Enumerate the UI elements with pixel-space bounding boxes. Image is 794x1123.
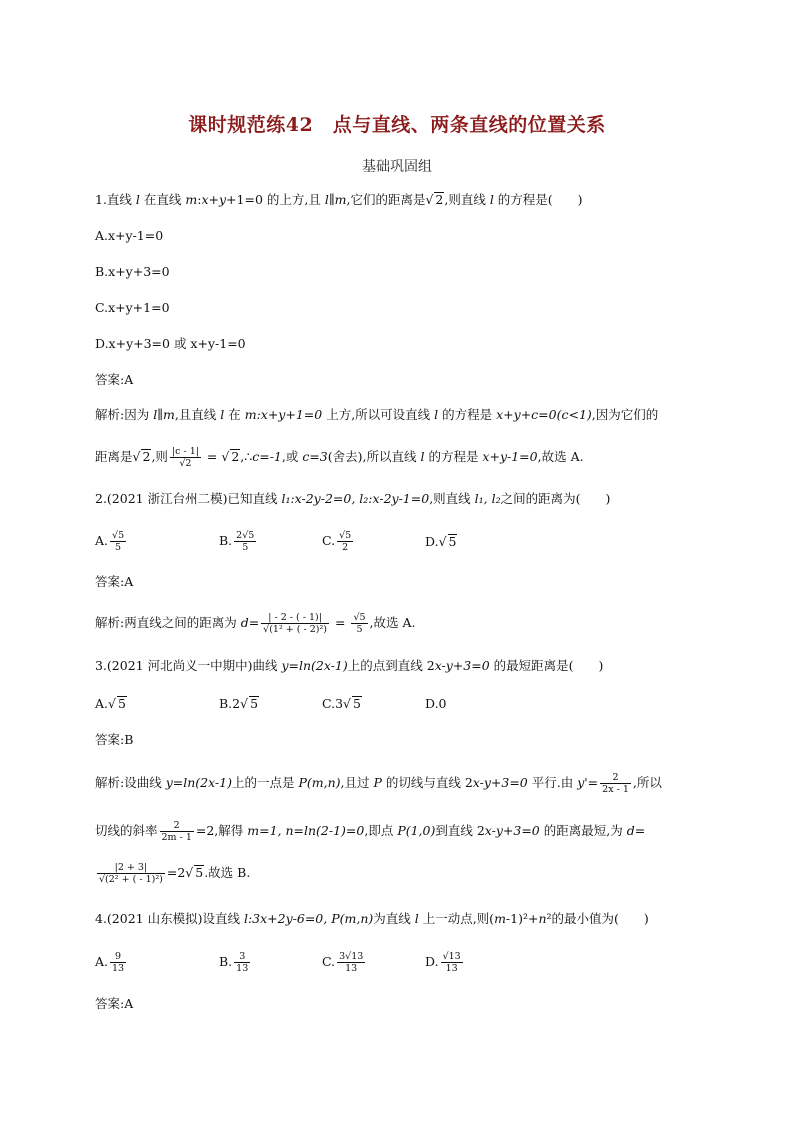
option-label: C. <box>322 533 336 548</box>
q2-stem-math: l₁:x-2y-2=0, l₂:x-2y-1=0 <box>281 491 430 506</box>
q1-stem-text: +1=0 的上方,且 <box>226 192 325 207</box>
q1-explanation-line2: 距离是√ 2,则 $\frac{|c - 1|}{√2}$ = √ 2,∴c=-1,或 c=3(舍去),所以直线 l 的方程是 x+y-1=0,故选 A. <box>95 446 584 469</box>
q3-explanation-line2 <box>95 820 645 843</box>
q1-stem-text: : <box>197 192 202 207</box>
q1-exp-math: l <box>420 449 425 464</box>
q1-stem-var: l <box>489 192 494 207</box>
q1-stem-var: x <box>201 192 209 207</box>
q1-exp-text: 上方,所以可设直线 <box>322 407 435 422</box>
q2-exp-fraction-result <box>351 612 367 635</box>
q2-exp-text: = <box>331 615 350 630</box>
fraction-denominator: 5 <box>356 624 363 635</box>
q3-exp-math: d= <box>626 823 646 838</box>
q2-explanation <box>95 612 416 635</box>
q3-exp-text: 平行.由 <box>527 775 578 790</box>
option-label: B. <box>219 533 233 548</box>
option-label: B. <box>219 954 233 969</box>
q3-stem-math: y=ln(2x-1) <box>281 658 348 673</box>
q3-exp-text: =2,解得 <box>195 823 248 838</box>
fraction-numerator: | - 2 - ( - 1)| <box>261 612 329 624</box>
fraction-denominator: √(1² + ( - 2)²) <box>263 624 328 635</box>
q4-option-a <box>95 951 128 974</box>
q1-stem-var: l <box>324 192 329 207</box>
q1-exp-text: = <box>202 449 222 464</box>
q1-exp-math: l <box>434 407 439 422</box>
q4-option-c <box>322 951 367 974</box>
q3-option-b: B.2√ 5 <box>219 696 259 711</box>
q3-exp-text: 上的一点是 <box>231 775 299 790</box>
q1-exp-text: ,故选 A. <box>537 449 584 464</box>
q3-stem-text: 3.(2021 河北尚义一中期中)曲线 <box>95 658 282 673</box>
q1-stem-text: ,它们的距离是 <box>346 192 426 207</box>
fraction-numerator: 2 <box>160 820 194 832</box>
fraction-denominator: 5 <box>242 542 249 553</box>
option-label: C. <box>322 954 336 969</box>
q2-option-a-fraction <box>110 530 126 553</box>
q3-exp-text: ,且过 <box>340 775 374 790</box>
q3-explanation-line3: $\frac{|2 + 3|}{\text{√(2² + ( - 1)²)}}$ =2√ 5.故选 B. <box>99 862 251 885</box>
q1-option-b: B.x+y+3=0 <box>95 264 170 279</box>
q3-exp-math: P <box>373 775 382 790</box>
q1-exp-fraction <box>170 446 201 469</box>
q1-option-c: C.x+y+1=0 <box>95 300 170 315</box>
q1-answer: 答案:A <box>95 372 134 387</box>
fraction-denominator: 2m - 1 <box>161 832 192 843</box>
q2-option-a <box>95 530 128 553</box>
q2-stem-text: 之间的距离为( ) <box>500 491 611 506</box>
q2-exp-fraction <box>261 612 329 635</box>
q3-option-a: A.√ 5 <box>95 696 126 711</box>
q3-exp-text: ,所以 <box>632 775 662 790</box>
fraction-numerator: |c - 1| <box>171 446 199 457</box>
q1-exp-math: l∥m <box>153 407 175 422</box>
q1-exp-sqrt: 2 <box>142 449 151 464</box>
q1-stem-var: y <box>218 192 227 207</box>
fraction-denominator: 2x - 1 <box>602 784 629 795</box>
option-label: B.2 <box>219 696 241 711</box>
q1-exp-text: 的方程是 <box>424 449 483 464</box>
q3-exp-math: P(m,n) <box>298 775 341 790</box>
q3-exp-text: 切线的斜率 <box>95 823 158 838</box>
fraction-numerator: √5 <box>339 530 352 541</box>
q1-stem-var: m <box>185 192 198 207</box>
q1-stem-var: l <box>135 192 140 207</box>
q3-exp-math: y=ln(2x-1) <box>165 775 232 790</box>
q3-exp-text: 解析:设曲线 <box>95 775 166 790</box>
fraction-denominator: 13 <box>445 963 458 974</box>
q1-exp-text: 的方程是 <box>438 407 497 422</box>
q1-exp-text: ,因为它们的 <box>591 407 659 422</box>
q1-exp-math: x+y+c=0(c<1) <box>496 407 592 422</box>
q3-exp-fraction <box>97 862 165 885</box>
q1-exp-text: 在 <box>224 407 245 422</box>
fraction-numerator: √5 <box>353 612 366 623</box>
q3-exp-sqrt: 5 <box>195 865 204 880</box>
option-label: C.3 <box>322 696 344 711</box>
q3-exp-math: x-y+3=0 <box>472 775 528 790</box>
fraction-numerator: 3 <box>234 951 250 963</box>
q3-stem-math: x-y+3=0 <box>434 658 490 673</box>
q4-stem-math: l <box>414 911 419 926</box>
q1-exp-sqrt: 2 <box>231 449 240 464</box>
q4-stem-text: ²的最小值为( ) <box>546 911 649 926</box>
option-sqrt: 5 <box>448 534 457 549</box>
q3-stem <box>95 657 603 675</box>
fraction-numerator: 9 <box>110 951 126 963</box>
page-title: 课时规范练42 点与直线、两条直线的位置关系 <box>188 114 606 136</box>
q4-stem-math: n <box>538 911 547 926</box>
q4-stem-math: l:3x+2y-6=0, P(m,n) <box>243 911 374 926</box>
fraction-denominator: 13 <box>236 963 249 974</box>
option-label: A. <box>95 533 109 548</box>
q1-exp-text: ,且直线 <box>174 407 221 422</box>
q2-stem <box>95 490 610 508</box>
section-heading: 基础巩固组 <box>362 159 432 175</box>
q1-stem-var: m <box>334 192 347 207</box>
q3-exp-text: 的距离最短,为 <box>539 823 627 838</box>
fraction-numerator: √5 <box>112 530 125 541</box>
q2-exp-math: d= <box>240 615 260 630</box>
q1-exp-math: l <box>220 407 225 422</box>
option-label: A. <box>95 954 109 969</box>
option-label: D. <box>425 954 439 969</box>
q1-stem-text: 在直线 <box>139 192 186 207</box>
q2-exp-text: ,故选 A. <box>369 615 416 630</box>
q1-option-d: D.x+y+3=0 或 x+y-1=0 <box>95 336 246 351</box>
q1-exp-text: (舍去),所以直线 <box>327 449 421 464</box>
q1-stem-text: 的方程是( ) <box>493 192 583 207</box>
fraction-denominator: 5 <box>115 542 122 553</box>
q1-exp-text: ,或 <box>281 449 303 464</box>
q1-stem-text: ,则直线 <box>444 192 490 207</box>
fraction-numerator: 3√13 <box>339 951 364 962</box>
q1-stem-text: 1.直线 <box>95 192 136 207</box>
q1-exp-math: x+y-1=0 <box>482 449 538 464</box>
q4-stem-text: 4.(2021 山东模拟)设直线 <box>95 911 244 926</box>
q2-exp-text: 解析:两直线之间的距离为 <box>95 615 241 630</box>
q4-answer: 答案:A <box>95 996 134 1011</box>
fraction-denominator: 13 <box>345 963 358 974</box>
q2-option-c-fraction <box>337 530 353 553</box>
q3-explanation-line1 <box>95 772 662 795</box>
option-sqrt: 5 <box>117 696 126 711</box>
q4-option-d-fraction <box>441 951 463 974</box>
q1-exp-text: 解析:因为 <box>95 407 154 422</box>
q1-stem-text: + <box>208 192 219 207</box>
q3-exp-math: P(1,0) <box>397 823 436 838</box>
q4-option-d <box>425 951 465 974</box>
q2-stem-text: 2.(2021 浙江台州二模)已知直线 <box>95 491 282 506</box>
q1-exp-math: c=-1 <box>252 449 282 464</box>
q3-option-d: D.0 <box>425 696 447 711</box>
q4-stem-text: 为直线 <box>373 911 415 926</box>
q3-exp-math: x-y+3=0 <box>484 823 540 838</box>
q3-exp-math: m=1, n=ln(2-1)=0 <box>247 823 365 838</box>
q1-stem: 1.直线 l 在直线 m:x+y+1=0 的上方,且 l∥m,它们的距离是√ 2,则直线 l 的方程是( ) <box>95 192 583 207</box>
q3-stem-text: 上的点到直线 2 <box>347 658 435 673</box>
option-sqrt: 5 <box>250 696 259 711</box>
q2-answer: 答案:A <box>95 574 134 589</box>
q1-stem-text: ∥ <box>328 192 335 207</box>
q2-option-c <box>322 530 355 553</box>
q1-exp-text: ,则 <box>151 449 168 464</box>
q3-stem-text: 的最短距离是( ) <box>489 658 604 673</box>
option-label: A. <box>95 696 109 711</box>
q4-stem <box>95 910 649 928</box>
q3-option-c: C.3√ 5 <box>322 696 361 711</box>
q4-option-c-fraction <box>337 951 365 974</box>
q2-stem-math: l₁, l₂ <box>474 491 501 506</box>
fraction-denominator: √(2² + ( - 1)²) <box>99 874 163 885</box>
q3-exp-text: 到直线 2 <box>435 823 485 838</box>
option-label: D. <box>425 534 439 549</box>
fraction-numerator: 2 <box>600 772 631 784</box>
q3-exp-text: =2 <box>166 865 186 880</box>
q1-exp-math: c=3 <box>302 449 328 464</box>
q1-option-a: A.x+y-1=0 <box>95 228 164 243</box>
fraction-numerator: 2√5 <box>236 530 255 541</box>
q3-answer: 答案:B <box>95 732 134 747</box>
q2-option-b <box>219 530 258 553</box>
q3-exp-fraction <box>160 820 194 843</box>
q2-option-d: D.√ 5 <box>425 534 457 549</box>
q4-option-a-fraction <box>110 951 126 974</box>
q3-exp-text: ,即点 <box>364 823 398 838</box>
q4-stem-text: 上一动点,则( <box>418 911 495 926</box>
q2-option-b-fraction <box>234 530 256 553</box>
fraction-denominator: √2 <box>179 458 192 469</box>
q3-exp-fraction <box>600 772 631 795</box>
q1-exp-math: m:x+y+1=0 <box>244 407 323 422</box>
q1-stem-sqrt: 2 <box>435 192 444 207</box>
q4-stem-math: m <box>494 911 506 926</box>
fraction-numerator: √13 <box>442 951 461 962</box>
q3-exp-text: 的切线与直线 2 <box>381 775 473 790</box>
q1-exp-text: ,∴ <box>240 449 253 464</box>
q3-exp-text: .故选 B. <box>204 865 251 880</box>
fraction-denominator: 13 <box>112 963 125 974</box>
q4-stem-text: -1)²+ <box>505 911 539 926</box>
q1-explanation-line1 <box>95 406 658 424</box>
q3-exp-math: y'= <box>577 775 599 790</box>
fraction-denominator: 2 <box>342 542 349 553</box>
q2-stem-text: ,则直线 <box>429 491 475 506</box>
q4-option-b <box>219 951 252 974</box>
option-sqrt: 5 <box>353 696 361 711</box>
q1-exp-text: 距离是 <box>95 449 133 464</box>
fraction-numerator: |2 + 3| <box>97 862 165 874</box>
q4-option-b-fraction <box>234 951 250 974</box>
